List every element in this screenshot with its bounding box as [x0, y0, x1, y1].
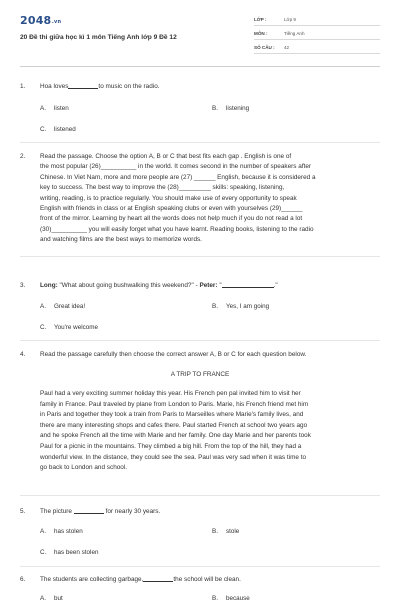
- question-number: 3.: [20, 282, 26, 289]
- answer-blank: [222, 282, 274, 288]
- option-text: because: [226, 595, 250, 600]
- option-text: listening: [226, 105, 250, 112]
- question-divider: [20, 256, 380, 257]
- option-label: A.: [40, 595, 46, 600]
- option-text: but: [54, 595, 63, 600]
- dialogue-line-2: ": [219, 282, 222, 289]
- option-label: B.: [212, 528, 218, 535]
- option-c[interactable]: [40, 323, 98, 332]
- option-a[interactable]: [40, 594, 63, 600]
- option-text: has stolen: [54, 528, 83, 535]
- question-divider: [20, 142, 380, 143]
- passage-line: Paul for a picnic in the mountains. They climbed a big hill. From the top of the hill, they had a: [40, 442, 302, 450]
- header-divider: [20, 66, 380, 67]
- option-c[interactable]: [40, 125, 76, 134]
- passage-line: key to success. The best way to improve the (28)_________ skills: speaking, listening,: [40, 184, 285, 192]
- meta-subject-value: Tiếng Anh: [284, 31, 305, 36]
- question-instruction: Read the passage carefully then choose the correct answer A, B or C for each question below.: [40, 351, 307, 358]
- question-text-pre: The picture: [40, 508, 72, 515]
- speaker-peter: Peter:: [199, 282, 218, 289]
- document-header: [0, 0, 400, 72]
- passage-line: there are many interesting shops and cafes there. Paul started French at school two years ago: [40, 421, 308, 429]
- dialogue-line-1: "What about going bushwalking this weekend?" -: [59, 282, 198, 289]
- question-text-post: for nearly 30 years.: [105, 508, 161, 515]
- meta-count-value: 42: [284, 45, 290, 50]
- logo-tld: .vn: [51, 19, 62, 25]
- question-number: 1.: [20, 83, 26, 90]
- question-text: [40, 507, 380, 516]
- answer-blank: [74, 508, 104, 514]
- option-text: has been stolen: [54, 549, 99, 556]
- option-text: Great idea!: [54, 303, 86, 310]
- option-c[interactable]: [40, 548, 98, 557]
- option-text: stole: [226, 528, 240, 535]
- question-text: [40, 281, 380, 290]
- passage-line: family in France. Paul traveled by plane from London to Paris. Marie, his French friend met him: [40, 400, 309, 408]
- question-text-pre: The students are collecting garbage,: [40, 576, 144, 583]
- option-a[interactable]: [40, 104, 69, 113]
- question-number: 5.: [20, 508, 26, 515]
- passage-line: writing, reading, is to practice regularly. You should make use of every opportunity to speak: [40, 194, 297, 202]
- question-divider: [20, 340, 380, 341]
- passage-line: and watching films are the best ways to memorize words.: [40, 236, 202, 244]
- question-text: [40, 575, 380, 584]
- question-text: [40, 82, 380, 91]
- logo-text: 2048: [20, 14, 52, 27]
- option-text: listen: [54, 105, 69, 112]
- passage-line: English with friends in class or at English speaking clubs or even with yourselves (29)______: [40, 205, 303, 213]
- option-text: Yes, I am going: [226, 303, 270, 310]
- passage-line: Read the passage. Choose the option A, B or C that best fits each gap . English is one of: [40, 153, 292, 160]
- passage-line: go back to London and school.: [40, 464, 128, 472]
- passage-line: Chinese. In Viet Nam, more and more people are (27) ______ English, because it is considered a: [40, 173, 316, 181]
- question-text-post: to music on the radio.: [98, 83, 160, 90]
- question-text-pre: Hoa loves: [40, 83, 69, 90]
- passage-line: the most popular (26)__________ in the world. It comes second in the number of speakers after: [40, 163, 312, 171]
- option-label: C.: [40, 549, 47, 556]
- question-2-passage: [40, 152, 380, 246]
- answer-blank: [68, 83, 98, 89]
- question-4-passage: [40, 389, 380, 474]
- passage-line: Paul had a very exciting summer holiday this year. His French pen pal invited him to visit her: [40, 390, 301, 397]
- site-logo[interactable]: [20, 13, 61, 29]
- option-label: B.: [212, 595, 218, 600]
- passage-title: A TRIP TO FRANCE: [170, 371, 230, 378]
- answer-blank: [143, 576, 173, 582]
- passage-line: (30)__________ you will easily forget what you have learnt. Reading books, listening to the radio: [40, 225, 314, 233]
- option-label: B.: [212, 303, 218, 310]
- meta-count-key: SỐ CÂU :: [254, 45, 275, 50]
- question-number: 4.: [20, 351, 26, 358]
- question-number: 6.: [20, 576, 26, 583]
- option-b[interactable]: [212, 527, 239, 536]
- option-a[interactable]: [40, 527, 83, 536]
- option-b[interactable]: [212, 302, 269, 311]
- passage-line: in Paris and together they took a train from Paris to Marseilles where Marie's family lives, and: [40, 411, 304, 419]
- meta-class-key: LỚP :: [254, 17, 267, 22]
- option-label: A.: [40, 105, 46, 112]
- question-divider: [20, 495, 380, 496]
- meta-subject-row: [254, 29, 380, 40]
- question-divider: [20, 566, 380, 567]
- speaker-long: Long:: [40, 282, 58, 289]
- option-b[interactable]: [212, 104, 249, 113]
- option-label: C.: [40, 324, 47, 331]
- option-label: A.: [40, 303, 46, 310]
- meta-count-row: [254, 43, 380, 54]
- option-label: B.: [212, 105, 218, 112]
- document-title: 20 Đề thi giữa học kì 1 môn Tiếng Anh lớp 9 Đề 12: [20, 34, 177, 41]
- passage-line: wonderful view. In the distance, they could see the sea. Paul was very sad when it was time to: [40, 453, 307, 461]
- option-b[interactable]: [212, 594, 250, 600]
- option-a[interactable]: [40, 302, 85, 311]
- option-label: C.: [40, 126, 47, 133]
- meta-class-row: [254, 15, 380, 26]
- option-label: A.: [40, 528, 46, 535]
- option-text: You're welcome: [54, 324, 99, 331]
- passage-line: front of the mirror. Learning by heart all the words does not help much if you do not read a lot: [40, 215, 303, 223]
- question-text-post: the school will be clean.: [173, 576, 241, 583]
- meta-subject-key: MÔN :: [254, 31, 268, 36]
- meta-class-value: Lớp 9: [284, 17, 296, 22]
- passage-line: and he spoke French all the time with Marie and her family. One day Marie and her parents took: [40, 432, 311, 440]
- question-number: 2.: [20, 153, 26, 160]
- option-text: listened: [54, 126, 76, 133]
- dialogue-line-2-end: .": [273, 282, 278, 289]
